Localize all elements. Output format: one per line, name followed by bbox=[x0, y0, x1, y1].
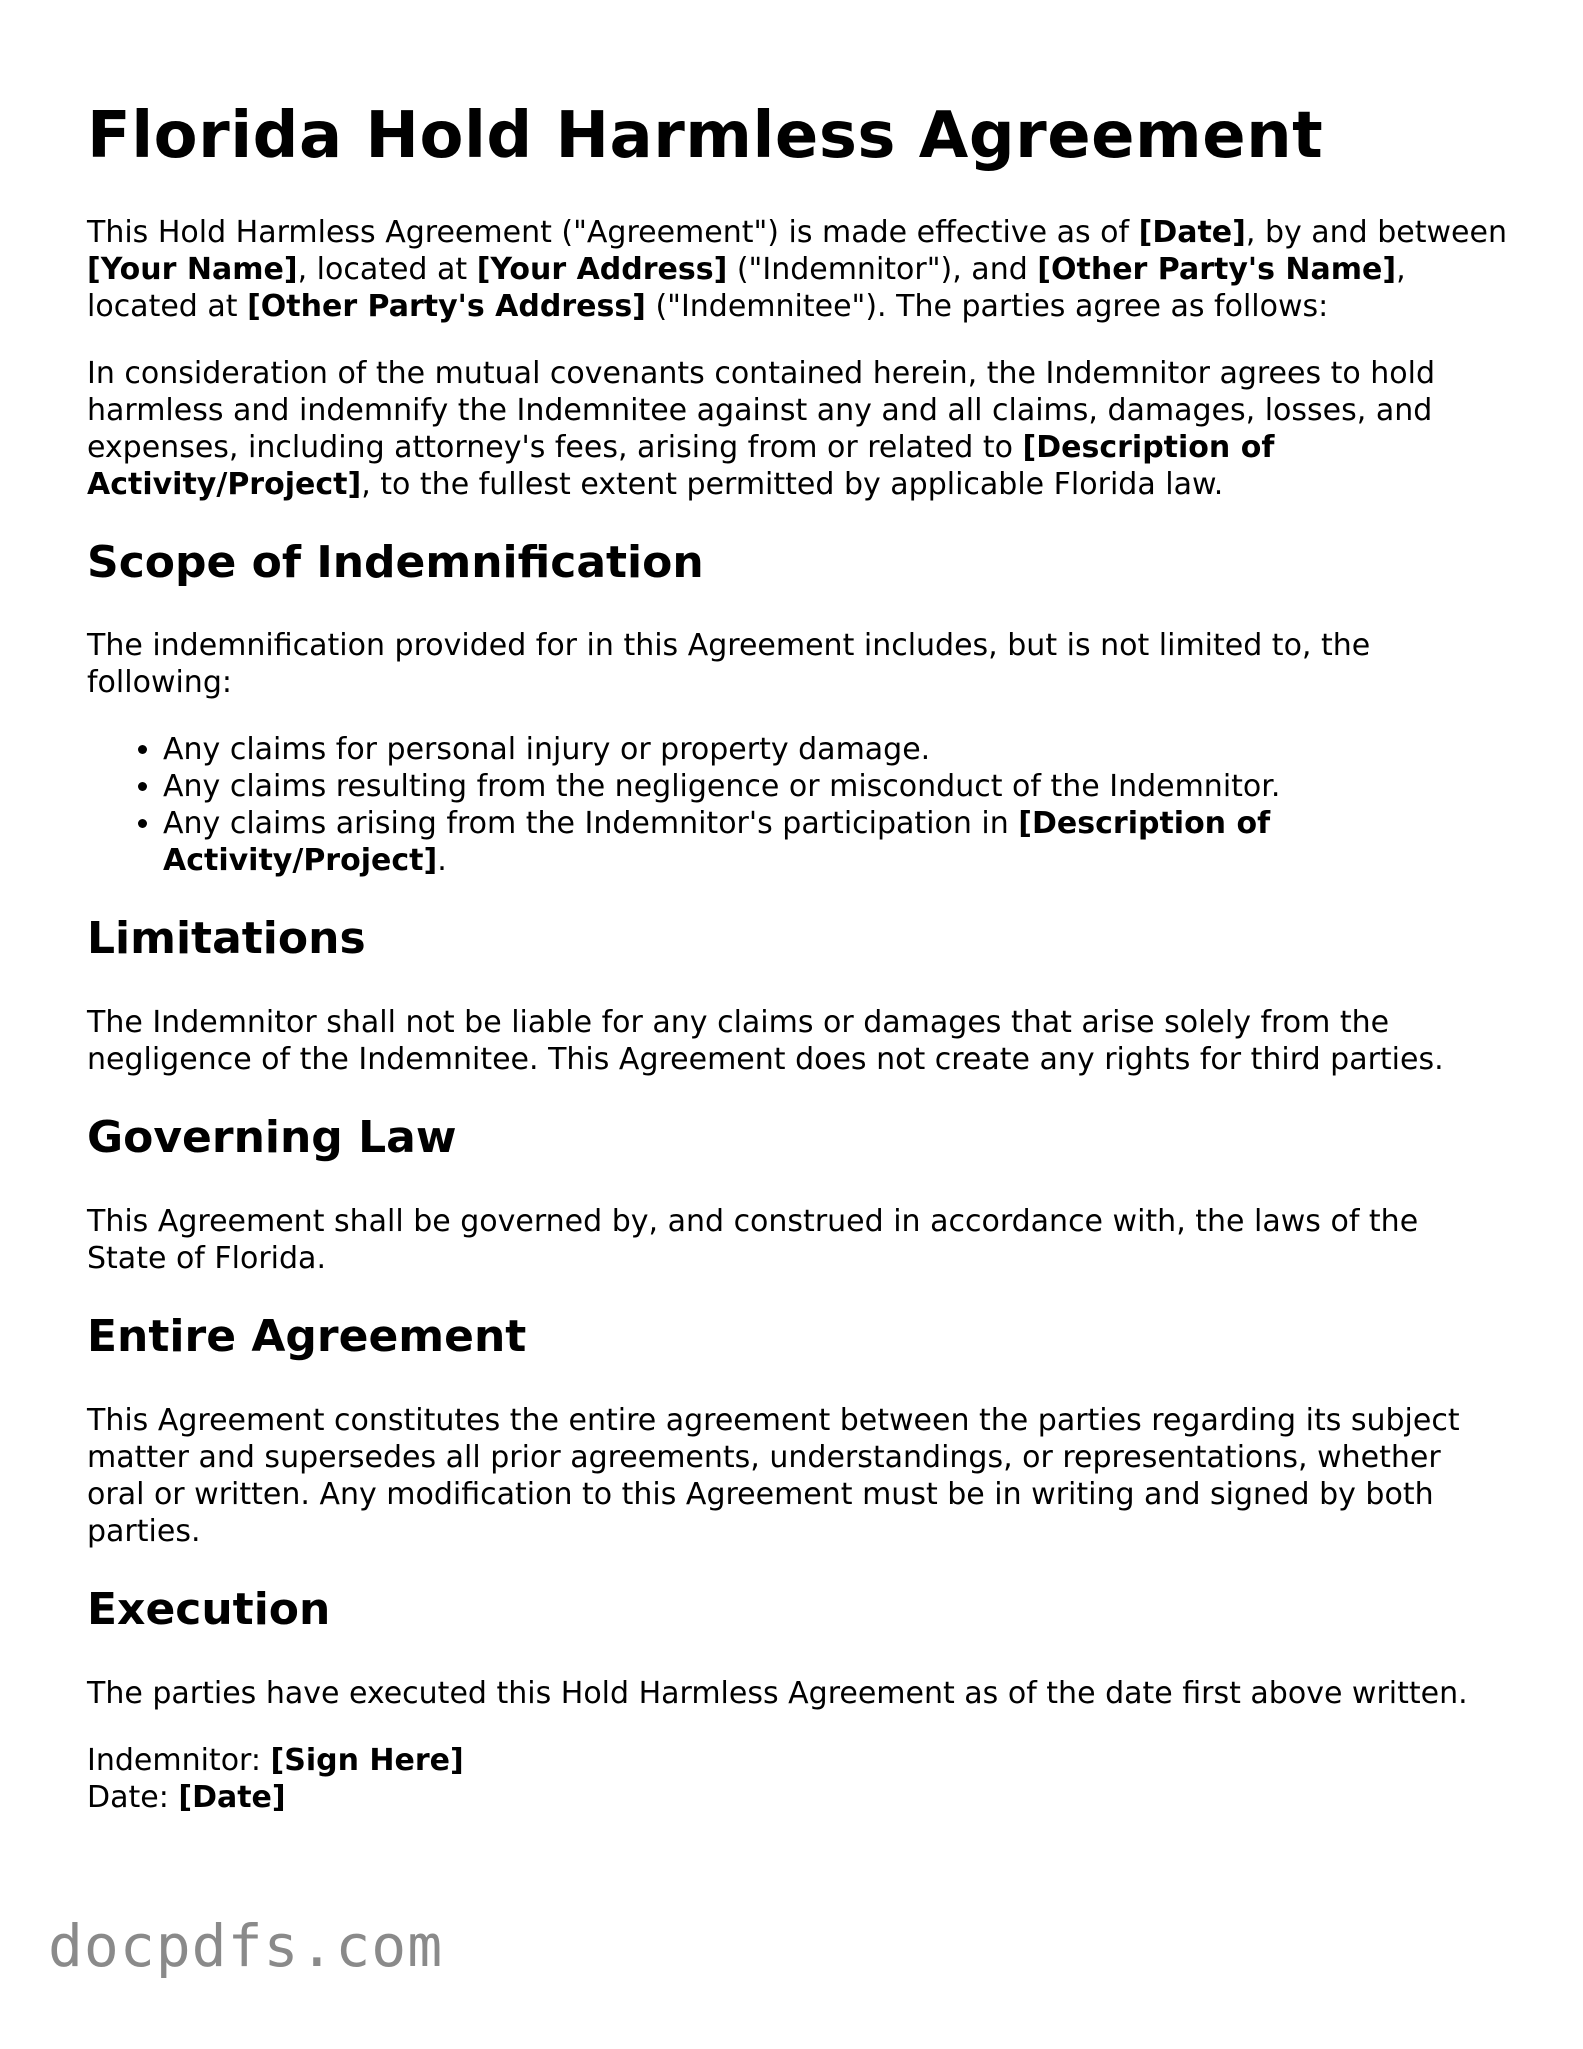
list-item: • Any claims for personal injury or property damage. bbox=[163, 731, 1507, 768]
indemnitor-label: Indemnitor: bbox=[87, 1742, 271, 1778]
document-page bbox=[87, 100, 1507, 1816]
other-party-name-placeholder: [Other Party's Name] bbox=[1037, 251, 1397, 287]
governing-law-heading: Governing Law bbox=[87, 1112, 457, 1164]
list-item-text: Any claims arising from the Indemnitor's participation in bbox=[163, 806, 1019, 842]
limitations-heading: Limitations bbox=[87, 913, 366, 965]
signature-date-placeholder: [Date] bbox=[178, 1779, 286, 1815]
intro-text-6: ("Indemnitee"). The parties agree as follows: bbox=[645, 288, 1329, 324]
intro-text-1: This Hold Harmless Agreement ("Agreement") is made effective as of bbox=[87, 214, 1139, 250]
effective-date-placeholder: [Date] bbox=[1138, 214, 1246, 250]
signature-block bbox=[87, 1742, 1507, 1816]
intro-text-4: ("Indemnitor"), and bbox=[727, 251, 1038, 287]
sign-here-placeholder: [Sign Here] bbox=[270, 1742, 464, 1778]
consideration-text-2: , to the fullest extent permitted by applicable Florida law. bbox=[361, 466, 1224, 502]
intro-text-2: , by and between bbox=[1245, 214, 1507, 250]
list-item bbox=[163, 805, 1507, 879]
activity-placeholder: [Description of Activity/Project] bbox=[87, 429, 1275, 502]
list-item: • Any claims resulting from the negligence or misconduct of the Indemnitor. bbox=[163, 768, 1507, 805]
scope-paragraph: The indemnification provided for in this Agreement includes, but is not limited to, the following: bbox=[87, 628, 1371, 701]
governing-law-paragraph: This Agreement shall be governed by, and construed in accordance with, the laws of the State of Florida. bbox=[87, 1203, 1419, 1276]
date-label: Date: bbox=[87, 1779, 179, 1815]
consideration-text-1: In consideration of the mutual covenants contained herein, the Indemnitor agrees to hold harmless and indemnify the Indemnitee against any and all claims, damages, losses, and expenses, including attorney's fees, arising from or related to bbox=[87, 355, 1436, 465]
entire-agreement-paragraph: This Agreement constitutes the entire agreement between the parties regarding its subject matter and supersedes all prior agreements, understandings, or representations, whether oral or written. Any modification to this Agreement must be in writing and signed by both parties. bbox=[87, 1402, 1460, 1549]
activity-placeholder: [Description of Activity/Project] bbox=[163, 806, 1271, 879]
intro-text-3: , located at bbox=[297, 251, 477, 287]
execution-heading: Execution bbox=[87, 1583, 331, 1635]
scope-heading: Scope of Indemnification bbox=[87, 536, 704, 588]
execution-paragraph: The parties have executed this Hold Harmless Agreement as of the date first above written. bbox=[87, 1675, 1468, 1711]
consideration-paragraph bbox=[87, 355, 1507, 503]
intro-text-5: , located at bbox=[87, 251, 1406, 324]
limitations-paragraph: The Indemnitor shall not be liable for any claims or damages that arise solely from the negligence of the Indemnitee. This Agreement does not create any rights for third parties. bbox=[87, 1005, 1444, 1078]
your-address-placeholder: [Your Address] bbox=[476, 251, 728, 287]
scope-list bbox=[87, 731, 1507, 879]
your-name-placeholder: [Your Name] bbox=[87, 251, 298, 287]
other-party-address-placeholder: [Other Party's Address] bbox=[247, 288, 646, 324]
intro-paragraph bbox=[87, 214, 1507, 325]
entire-agreement-heading: Entire Agreement bbox=[87, 1310, 527, 1362]
watermark: docpdfs.com bbox=[48, 1912, 444, 1980]
list-item-text-end: . bbox=[437, 843, 447, 879]
document-title: Florida Hold Harmless Agreement bbox=[87, 99, 1324, 173]
